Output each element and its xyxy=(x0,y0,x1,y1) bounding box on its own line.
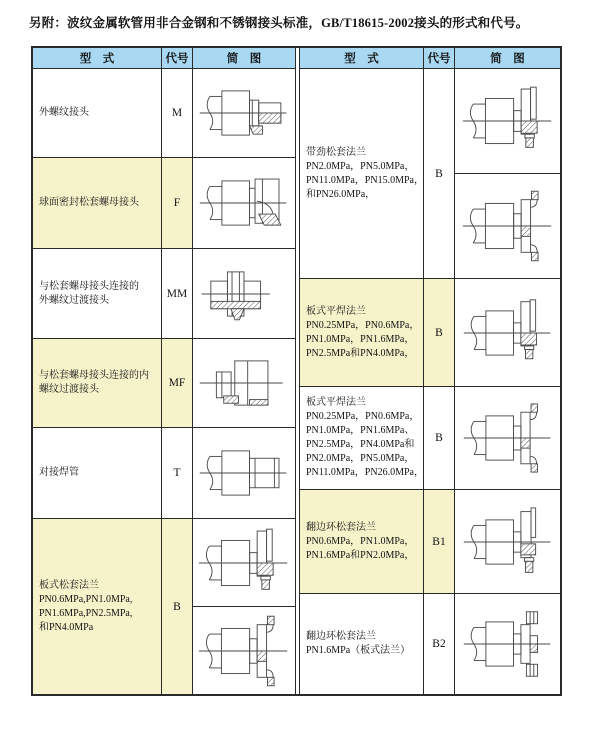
table-row xyxy=(33,428,295,519)
flange-plate-diagram xyxy=(461,403,555,473)
code-cell: B xyxy=(424,279,455,386)
type-line: PN1.6MPa和PN2.0MPa， xyxy=(306,549,415,561)
type-cell xyxy=(33,519,162,694)
type-cell xyxy=(300,69,424,278)
code-cell: MF xyxy=(162,339,193,427)
diagram-cell xyxy=(455,69,560,278)
threaded-nipple-diagram xyxy=(197,259,291,329)
type-line: 翻边环松套法兰 xyxy=(306,631,376,642)
type-line: PN0.25MPa，PN0.6MPa， xyxy=(306,319,420,331)
code-cell: MM xyxy=(162,249,193,338)
type-line: PN1.6MPa,PN2.5MPa, xyxy=(39,607,133,619)
type-line: 和PN26.0MPa， xyxy=(306,188,376,200)
type-line: 板式松套法兰 xyxy=(39,579,99,591)
flange-neck-diagram xyxy=(461,82,555,160)
type-line: 球面密封松套螺母接头 xyxy=(39,197,139,208)
code-cell: B xyxy=(424,387,455,489)
table-left-half xyxy=(33,48,295,694)
diagram-cell xyxy=(193,339,295,427)
type-cell xyxy=(33,428,162,518)
table-row xyxy=(33,249,295,339)
type-cell xyxy=(300,279,424,386)
table-row xyxy=(33,69,295,158)
diagram-subcell xyxy=(455,69,560,173)
diagram-subcell xyxy=(193,339,295,427)
lapped-flange-diagram xyxy=(461,507,555,577)
type-line: PN11.0MPa，PN15.0MPa， xyxy=(306,174,424,186)
plate-ring-flange-diagram xyxy=(461,609,555,679)
flange-plate-diagram xyxy=(461,187,555,265)
page-title: 另附：波纹金属软管用非合金钢和不锈钢接头标准，GB/T18615-2002接头的形式和代号。 xyxy=(29,16,529,30)
type-line: PN2.5MPa和PN4.0MPa， xyxy=(306,347,415,359)
type-line: 对接焊管 xyxy=(39,467,79,478)
diagram-cell xyxy=(455,387,560,489)
code-cell: F xyxy=(162,158,193,248)
header-row xyxy=(33,48,295,69)
type-cell xyxy=(33,69,162,157)
diagram-subcell xyxy=(193,428,295,518)
table-row xyxy=(300,490,560,594)
flange-neck-diagram xyxy=(461,298,555,368)
table-row xyxy=(300,69,560,279)
type-line: PN2.0MPa，PN5.0MPa， xyxy=(306,160,415,172)
diagram-cell xyxy=(193,519,295,694)
table-row xyxy=(33,158,295,249)
code-cell: B2 xyxy=(424,594,455,694)
flange-neck-diagram xyxy=(197,524,291,602)
diagram-cell xyxy=(193,158,295,248)
type-cell xyxy=(300,490,424,593)
diagram-subcell xyxy=(455,490,560,593)
table-row xyxy=(33,339,295,428)
type-line: 与松套螺母接头连接的 xyxy=(39,280,139,292)
type-line: 与松套螺母接头连接的内 xyxy=(39,370,149,381)
type-line: 翻边环松套法兰 xyxy=(306,521,376,533)
female-union-diagram xyxy=(197,348,291,418)
table-right-half xyxy=(300,48,560,694)
type-cell xyxy=(33,339,162,427)
type-cell xyxy=(300,594,424,694)
diagram-subcell xyxy=(455,594,560,694)
fittings-table xyxy=(31,46,562,696)
diagram-subcell xyxy=(193,519,295,606)
code-cell: B1 xyxy=(424,490,455,593)
type-line: 板式平焊法兰 xyxy=(306,305,366,317)
type-line: PN1.0MPa，PN1.6MPa、 xyxy=(306,425,415,436)
type-line: PN1.6MPa（板式法兰） xyxy=(306,645,411,656)
table-row xyxy=(33,519,295,694)
code-cell: M xyxy=(162,69,193,157)
union-nut-diagram xyxy=(197,168,291,238)
type-cell xyxy=(33,249,162,338)
diagram-cell xyxy=(193,69,295,157)
butt-weld-diagram xyxy=(197,438,291,508)
table-row xyxy=(300,279,560,387)
table-row xyxy=(300,387,560,490)
column-header-diagram: 简 图 xyxy=(455,48,560,68)
type-line: PN0.6MPa,PN1.0MPa, xyxy=(39,593,133,605)
table-row xyxy=(300,594,560,694)
diagram-subcell xyxy=(455,387,560,489)
diagram-cell xyxy=(455,594,560,694)
type-line: 外螺纹过渡接头 xyxy=(39,294,109,306)
type-line: PN1.0MPa，PN1.6MPa， xyxy=(306,333,415,345)
diagram-subcell xyxy=(193,158,295,248)
type-line: PN11.0MPa，PN26.0MPa， xyxy=(306,467,424,478)
column-header-diagram: 简 图 xyxy=(193,48,295,68)
diagram-cell xyxy=(455,490,560,593)
type-line: 螺纹过渡接头 xyxy=(39,384,99,395)
diagram-cell xyxy=(193,249,295,338)
type-line: PN2.5MPa，PN4.0MPa和 xyxy=(306,439,415,450)
diagram-subcell xyxy=(455,173,560,278)
male-thread-diagram xyxy=(197,78,291,148)
type-line: PN2.0MPa，PN5.0MPa， xyxy=(306,453,415,464)
type-line: PN0.6MPa，PN1.0MPa， xyxy=(306,535,415,547)
column-header-type: 型 式 xyxy=(33,48,162,68)
diagram-subcell xyxy=(193,606,295,694)
code-cell: T xyxy=(162,428,193,518)
type-line: 带劲松套法兰 xyxy=(306,146,366,158)
diagram-subcell xyxy=(455,279,560,386)
code-cell: B xyxy=(424,69,455,278)
column-header-code: 代号 xyxy=(162,48,193,68)
column-header-code: 代号 xyxy=(424,48,455,68)
diagram-subcell xyxy=(193,249,295,338)
type-line: 和PN4.0MPa xyxy=(39,621,94,633)
type-cell xyxy=(33,158,162,248)
type-cell xyxy=(300,387,424,489)
type-line: 外螺纹接头 xyxy=(39,107,89,118)
code-cell: B xyxy=(162,519,193,694)
type-line: PN0.25MPa，PN0.6MPa， xyxy=(306,411,420,422)
diagram-subcell xyxy=(193,69,295,157)
type-line: 板式平焊法兰 xyxy=(306,397,366,408)
diagram-cell xyxy=(193,428,295,518)
flange-plate-diagram xyxy=(197,612,291,690)
header-row xyxy=(300,48,560,69)
column-header-type: 型 式 xyxy=(300,48,424,68)
diagram-cell xyxy=(455,279,560,386)
